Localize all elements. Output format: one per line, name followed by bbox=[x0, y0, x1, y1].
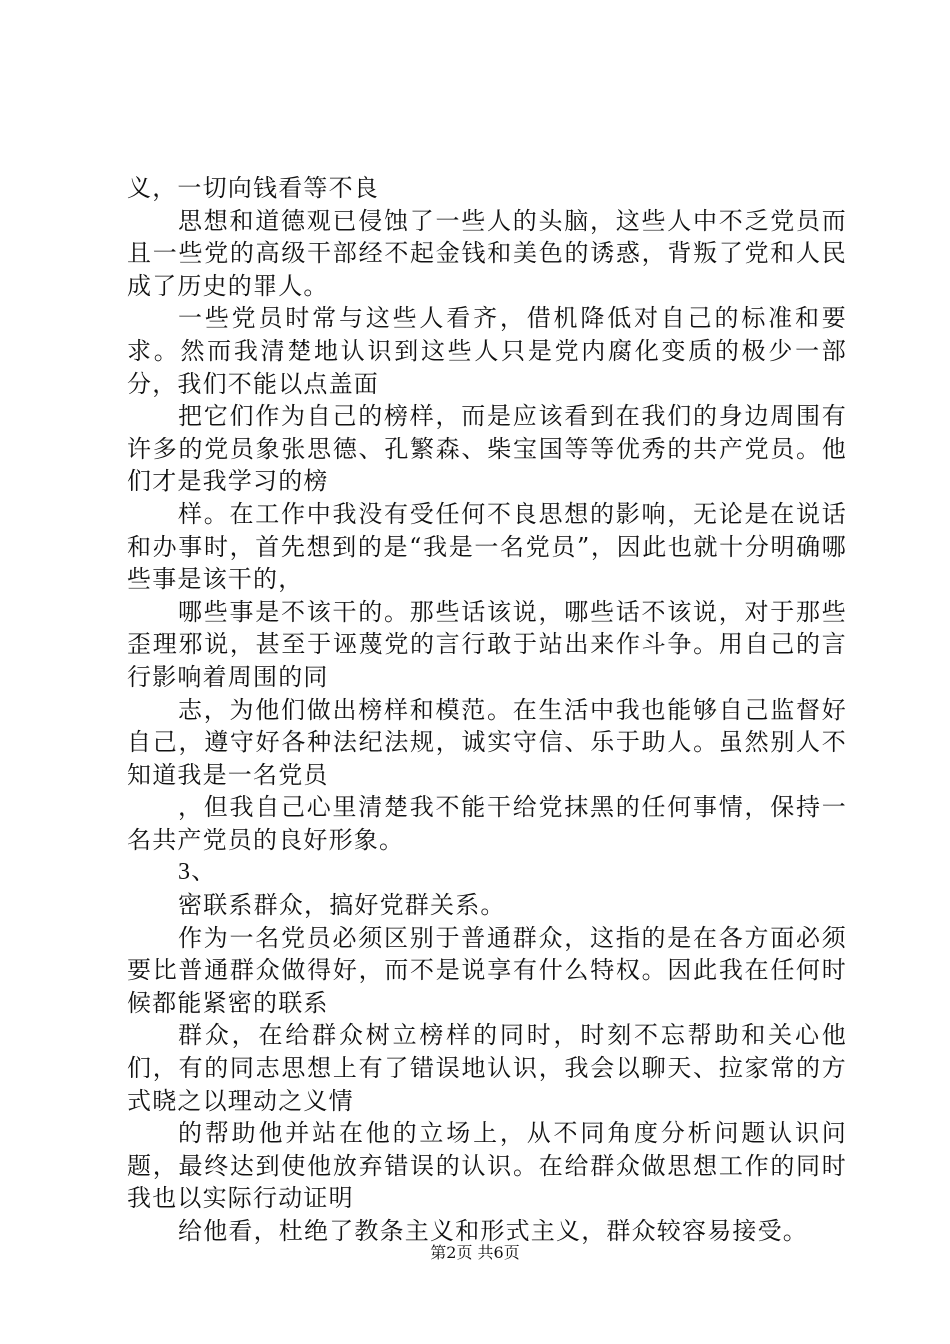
paragraph-3: 一些党员时常与这些人看齐，借机降低对自己的标准和要求。然而我清楚地认识到这些人只是党内腐化变质的极少一部分，我们不能以点盖面 bbox=[127, 304, 847, 398]
paragraph-1: 义，一切向钱看等不良 bbox=[127, 174, 379, 202]
paragraph-8: ，但我自己心里清楚我不能干给党抹黑的任何事情，保持一名共产党员的良好形象。 bbox=[127, 793, 847, 854]
paragraph-12: 给他看，杜绝了教条主义和形式主义，群众较容易接受。 bbox=[178, 1217, 808, 1245]
paragraph-9: 作为一名党员必须区别于普通群众，这指的是在各方面必须要比普通群众做得好，而不是说享有什么特权。因此我在任何时候都能紧密的联系 bbox=[127, 923, 847, 1017]
paragraph-10: 群众，在给群众树立榜样的同时，时刻不忘帮助和关心他们，有的同志思想上有了错误地认识，我会以聊天、拉家常的方式晓之以理动之义情 bbox=[127, 1021, 847, 1115]
document-body bbox=[127, 172, 847, 1248]
paragraph-4: 把它们作为自己的榜样，而是应该看到在我们的身边周围有许多的党员象张思德、孔繁森、柴宝国等等优秀的共产党员。他们才是我学习的榜 bbox=[127, 402, 847, 496]
section-heading: 密联系群众，搞好党群关系。 bbox=[178, 891, 506, 920]
paragraph-11: 的帮助他并站在他的立场上，从不同角度分析问题认识问题，最终达到使他放弃错误的认识。在给群众做思想工作的同时我也以实际行动证明 bbox=[127, 1119, 847, 1213]
paragraph-2: 思想和道德观已侵蚀了一些人的头脑，这些人中不乏党员而且一些党的高级干部经不起金钱和美色的诱惑，背叛了党和人民成了历史的罪人。 bbox=[127, 206, 847, 300]
paragraph-6: 哪些事是不该干的。那些话该说，哪些话不该说，对于那些歪理邪说，甚至于诬蔑党的言行敢于站出来作斗争。用自己的言行影响着周围的同 bbox=[127, 597, 847, 691]
section-number: 3、 bbox=[178, 859, 217, 886]
page-number-footer: 第2页 共6页 bbox=[430, 1243, 520, 1262]
paragraph-7: 志，为他们做出榜样和模范。在生活中我也能够自己监督好自己，遵守好各种法纪法规，诚实守信、乐于助人。虽然别人不知道我是一名党员 bbox=[127, 695, 847, 789]
paragraph-5: 样。在工作中我没有受任何不良思想的影响，无论是在说话和办事时，首先想到的是“我是一名党员”，因此也就十分明确哪些事是该干的， bbox=[127, 499, 847, 594]
